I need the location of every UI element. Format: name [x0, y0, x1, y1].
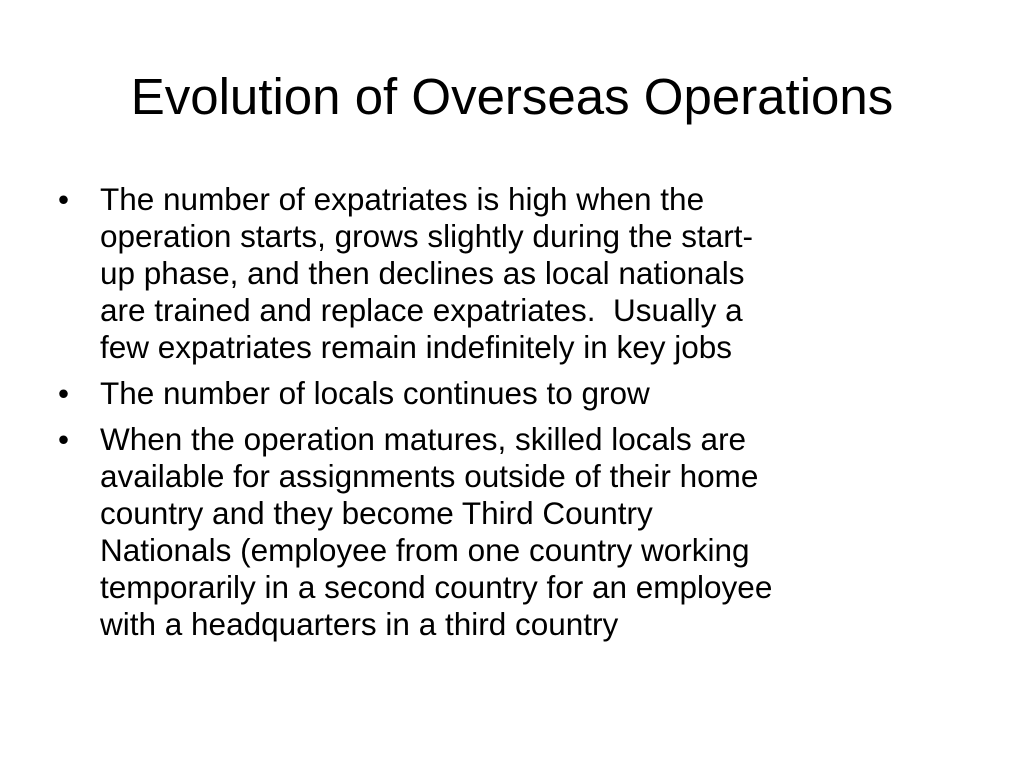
bullet-text-line: The number of locals continues to grow — [100, 375, 650, 411]
bullet-list — [58, 181, 958, 643]
bullet-text-line: up phase, and then declines as local nationals — [100, 255, 745, 291]
bullet-dot-icon: • — [58, 421, 70, 457]
bullet-dot-icon: • — [58, 181, 70, 217]
bullet-text-line: operation starts, grows slightly during the start- — [100, 218, 754, 254]
bullet-text-line: When the operation matures, skilled locals are — [100, 421, 747, 457]
slide-title: Evolution of Overseas Operations — [130, 68, 894, 125]
bullet-item-locals — [58, 375, 958, 412]
bullet-dot-icon: • — [58, 375, 70, 411]
bullet-text-line: The number of expatriates is high when the — [100, 181, 705, 217]
bullet-text-line: with a headquarters in a third country — [100, 606, 619, 642]
bullet-text-line: temporarily in a second country for an employee — [100, 569, 773, 605]
bullet-item-third-country — [58, 421, 958, 643]
bullet-text-line: are trained and replace expatriates. Usually a — [100, 292, 743, 328]
bullet-item-expatriates — [58, 181, 958, 366]
bullet-text-line: Nationals (employee from one country working — [100, 532, 750, 568]
bullet-text-line: country and they become Third Country — [100, 495, 653, 531]
bullet-text-line: few expatriates remain indefinitely in key jobs — [100, 329, 733, 365]
bullet-text-line: available for assignments outside of their home — [100, 458, 759, 494]
